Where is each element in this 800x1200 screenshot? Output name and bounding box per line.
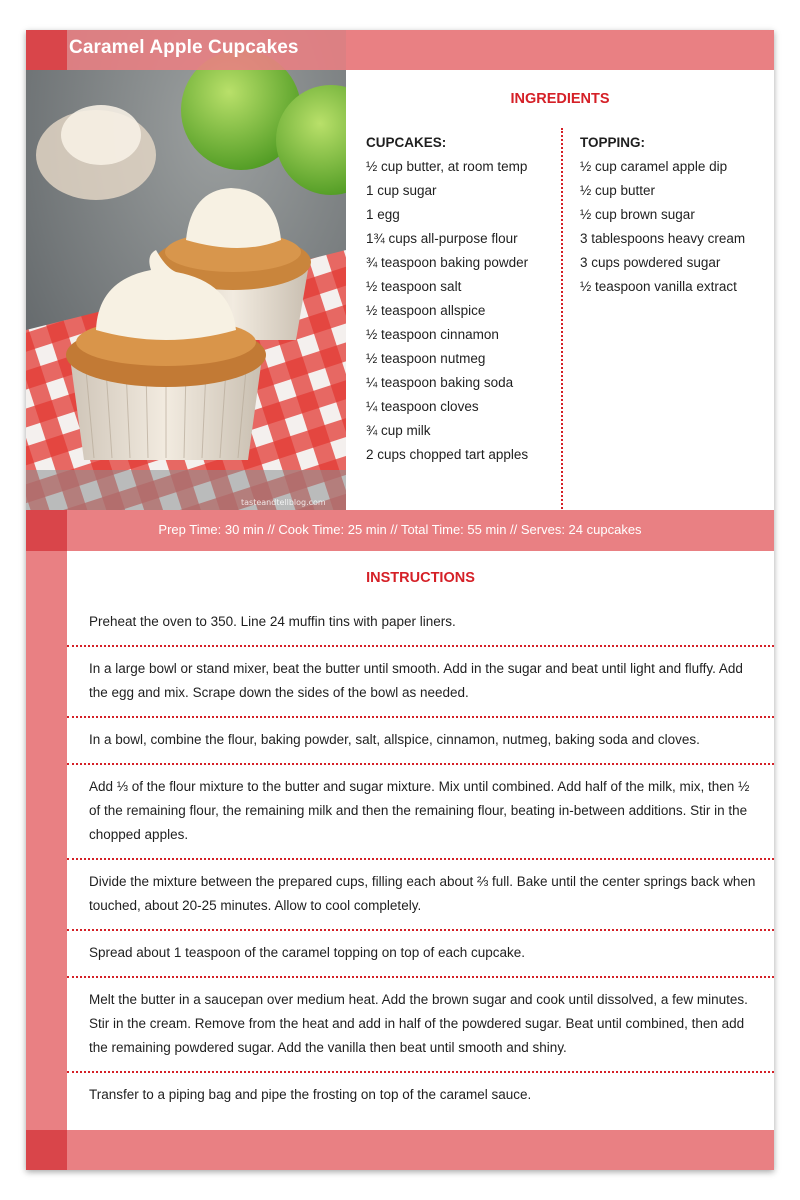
ingredient-item: ½ teaspoon nutmeg — [366, 351, 486, 366]
ingredient-item: ½ cup brown sugar — [580, 207, 695, 222]
instruction-step: Transfer to a piping bag and pipe the frosting on top of the caramel sauce. — [89, 1087, 532, 1102]
recipe-times: Prep Time: 30 min // Cook Time: 25 min // Total Time: 55 min // Serves: 24 cupcakes — [158, 522, 642, 537]
photo-watermark: tasteandtellblog.com — [241, 498, 326, 507]
ingredient-item: ½ cup butter — [580, 183, 656, 198]
topping-ingredients — [580, 131, 770, 299]
instruction-step: Preheat the oven to 350. Line 24 muffin tins with paper liners. — [67, 600, 774, 647]
instruction-step: Add ⅓ of the flour mixture to the butter and sugar mixture. Mix until combined. Add half of the milk, mix, then ½ of the remaining flour, the remaining milk and then the remaining flour, beating in-between additions. Stir in the chopped apples. — [67, 765, 774, 860]
cupcakes-title: CUPCAKES: — [366, 135, 447, 150]
instructions-heading: INSTRUCTIONS — [366, 570, 475, 586]
ingredient-item: 1¾ cups all-purpose flour — [366, 231, 518, 246]
ingredient-item: ½ teaspoon cinnamon — [366, 327, 499, 342]
ingredient-item: 1 egg — [366, 207, 400, 222]
ingredient-item: ¾ teaspoon baking powder — [366, 255, 529, 270]
recipe-title: Caramel Apple Cupcakes — [69, 37, 299, 58]
ingredient-item: ¼ teaspoon cloves — [366, 399, 479, 414]
cupcakes-ingredients — [366, 131, 566, 467]
ingredient-item: ½ teaspoon allspice — [366, 303, 486, 318]
ingredient-item: ½ cup butter, at room temp — [366, 159, 528, 174]
ingredient-item: ½ cup caramel apple dip — [580, 159, 728, 174]
instruction-step: Spread about 1 teaspoon of the caramel topping on top of each cupcake. — [67, 931, 774, 978]
ingredient-item: 1 cup sugar — [366, 183, 437, 198]
ingredient-item: 2 cups chopped tart apples — [366, 447, 529, 462]
ingredient-item: ½ teaspoon vanilla extract — [580, 279, 737, 294]
instruction-list — [67, 600, 774, 1118]
instruction-step: In a large bowl or stand mixer, beat the butter until smooth. Add in the sugar and beat until light and fluffy. Add the egg and mix. Scrape down the sides of the bowl as needed. — [67, 647, 774, 718]
instruction-step: In a bowl, combine the flour, baking powder, salt, allspice, cinnamon, nutmeg, baking soda and cloves. — [67, 718, 774, 765]
column-divider — [561, 128, 563, 513]
instruction-step: Melt the butter in a saucepan over medium heat. Add the brown sugar and cook until dissolved, a few minutes. Stir in the cream. Remove from the heat and add in half of the powdered sugar. Beat until combined, then add the remaining powdered sugar. Add the vanilla then beat until smooth and shiny. — [67, 978, 774, 1073]
corner-block-top — [26, 30, 67, 70]
recipe-card — [26, 30, 774, 1170]
instruction-step: Divide the mixture between the prepared cups, filling each about ⅔ full. Bake until the center springs back when touched, about 20-25 minutes. Allow to cool completely. — [67, 860, 774, 931]
footer-band — [26, 1130, 774, 1170]
ingredient-item: ¾ cup milk — [366, 423, 431, 438]
ingredient-item: ¼ teaspoon baking soda — [366, 375, 514, 390]
ingredient-item: 3 tablespoons heavy cream — [580, 231, 746, 246]
ingredients-heading: INGREDIENTS — [510, 91, 610, 107]
cupcake-photo — [26, 30, 346, 510]
topping-title: TOPPING: — [580, 135, 646, 150]
ingredient-item: ½ teaspoon salt — [366, 279, 462, 294]
header-band — [346, 30, 774, 70]
ingredient-item: 3 cups powdered sugar — [580, 255, 721, 270]
corner-block-middle — [26, 510, 67, 551]
corner-block-bottom — [26, 1130, 67, 1170]
